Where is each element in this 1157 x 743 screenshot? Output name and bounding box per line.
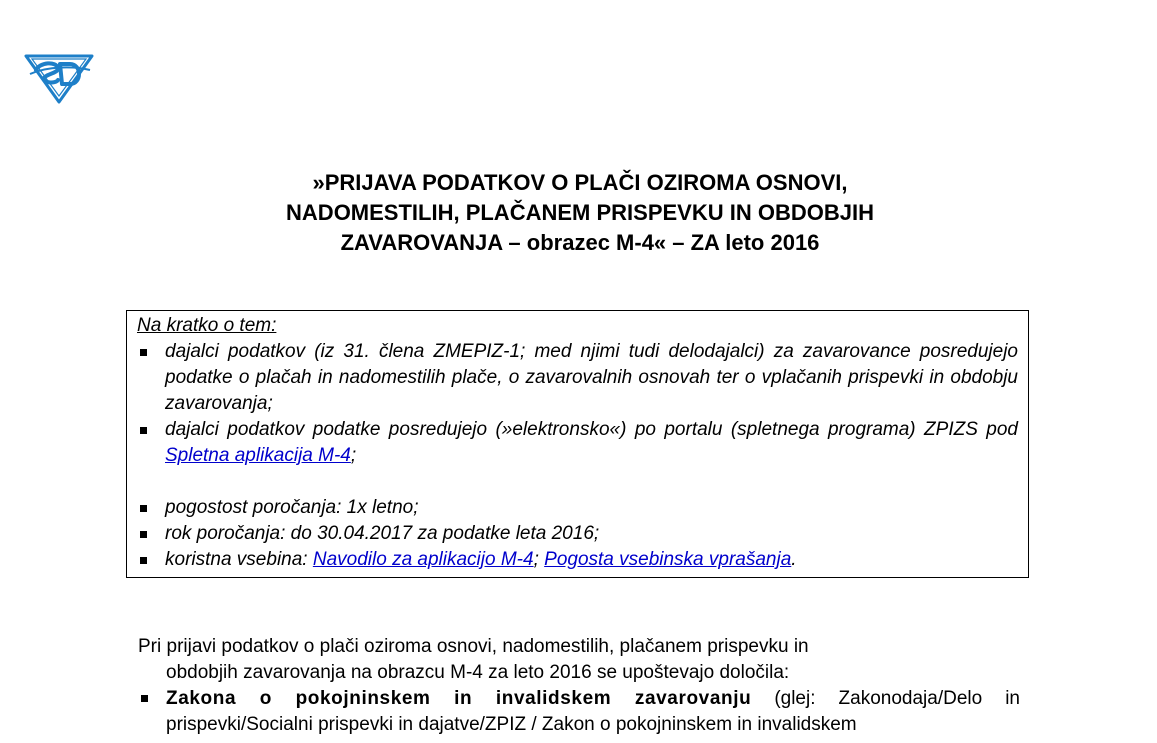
summary-item-data-providers: dajalci podatkov (iz 31. člena ZMEPIZ-1; med njimi tudi delodajalci) za zavarovance posredujejo podatke o plačah in nadomestilih plače, o zavarovalnih osnovah ter o vplačanih prispevki in obdobju zavarovanja; xyxy=(137,339,1018,417)
intro-line-2: obdobjih zavarovanja na obrazcu M-4 za leto 2016 se upoštevajo določila: xyxy=(166,662,790,683)
summary-item-useful-content: koristna vsebina: Navodilo za aplikacijo M-4; Pogosta vsebinska vprašanja. xyxy=(137,547,1018,573)
web-app-m4-link[interactable]: Spletna aplikacija M-4 xyxy=(165,445,351,466)
summary-item-deadline: rok poročanja: do 30.04.2017 za podatke leta 2016; xyxy=(137,521,1018,547)
summary-item-electronic-submission: dajalci podatkov podatke posredujejo (»elektronsko«) po portalu (spletnega programa) ZPIZS pod Spletna aplikacija M-4; xyxy=(137,417,1018,469)
regulation-item-pension-act: Zakona o pokojninskem in invalidskem zavarovanju (glej: Zakonodaja/Delo in prispevki/Socialni prispevki in dajatve/ZPIZ / Zakon o pokojninskem in invalidskem xyxy=(138,686,1020,738)
summary-box xyxy=(126,310,1029,578)
summary-item-frequency: pogostost poročanja: 1x letno; xyxy=(137,495,1018,521)
summary-list xyxy=(137,339,1018,573)
summary-heading: Na kratko o tem: xyxy=(137,315,277,336)
title-line-2: NADOMESTILIH, PLAČANEM PRISPEVKU IN OBDOBJIH xyxy=(286,200,874,225)
intro-line-1: Pri prijavi podatkov o plači oziroma osnovi, nadomestilih, plačanem prispevku in xyxy=(138,636,809,657)
intro-paragraph xyxy=(138,634,1020,686)
body-text xyxy=(138,634,1020,738)
title-line-1: »PRIJAVA PODATKOV O PLAČI OZIROMA OSNOVI, xyxy=(312,170,848,195)
regulations-list xyxy=(138,686,1020,738)
document-title xyxy=(140,168,1020,258)
app-instructions-link[interactable]: Navodilo za aplikacijo M-4 xyxy=(312,549,534,570)
title-line-3: ZAVAROVANJA – obrazec M-4« – ZA leto 2016 xyxy=(340,230,820,255)
organization-logo xyxy=(22,48,96,104)
faq-link[interactable]: Pogosta vsebinska vprašanja xyxy=(544,549,792,570)
pension-act-name: Zakona o pokojninskem in invalidskem zavarovanju xyxy=(166,688,752,709)
